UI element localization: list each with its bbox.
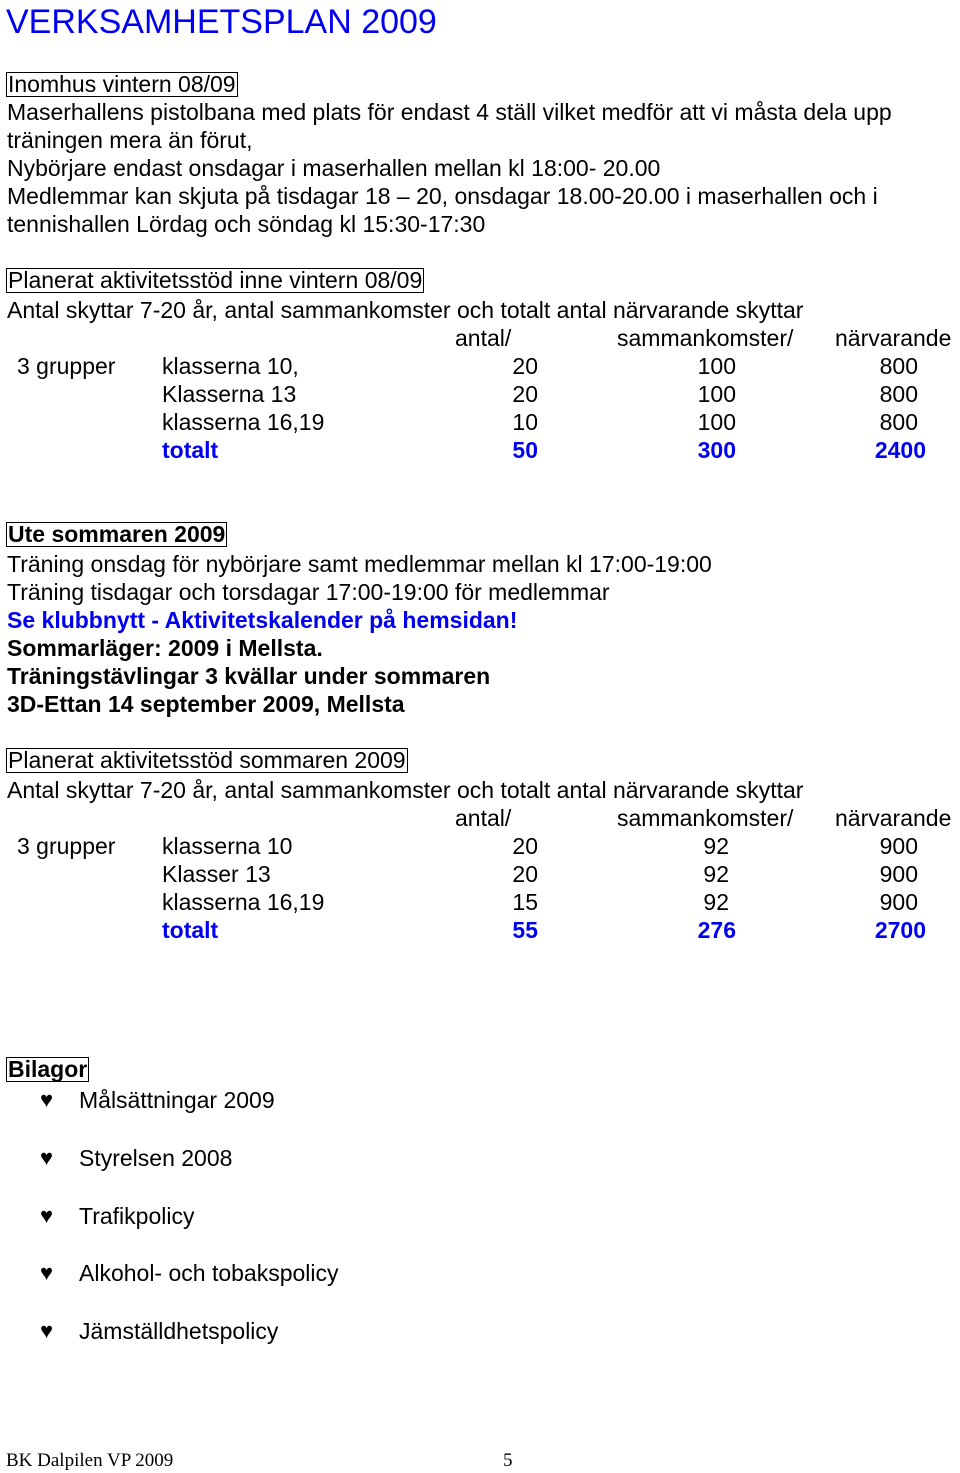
- attachment-item: Styrelsen 2008: [79, 1145, 233, 1171]
- page-title: VERKSAMHETSPLAN 2009: [6, 3, 437, 41]
- attachment-item: Alkohol- och tobakspolicy: [79, 1260, 339, 1286]
- summer-camp-line: Sommarläger: 2009 i Mellsta.: [7, 635, 323, 661]
- cell-sammankomster: 92: [703, 861, 729, 887]
- paragraph-line: Medlemmar kan skjuta på tisdagar 18 – 20, onsdagar 18.00-20.00 i maserhallen och i: [7, 183, 878, 209]
- group-label: 3 grupper: [17, 353, 116, 379]
- cell-narvarande: 900: [879, 889, 918, 915]
- total-antal: 50: [512, 437, 538, 463]
- paragraph-line: Nybörjare endast onsdagar i maserhallen mellan kl 18:00- 20.00: [7, 155, 661, 181]
- section-heading-winter-support: [6, 268, 424, 293]
- total-sammankomster: 276: [697, 917, 736, 943]
- col-header-antal: antal/: [455, 325, 512, 351]
- table-intro: Antal skyttar 7-20 år, antal sammankomster och totalt antal närvarande skyttar: [7, 777, 804, 803]
- row-label: klasserna 10: [162, 833, 293, 859]
- total-label: totalt: [162, 917, 219, 943]
- total-label: totalt: [162, 437, 219, 463]
- row-label: Klasserna 13: [162, 381, 297, 407]
- cell-antal: 20: [512, 861, 538, 887]
- training-competitions-line: Träningstävlingar 3 kvällar under sommaren: [7, 663, 491, 689]
- cell-antal: 10: [512, 409, 538, 435]
- col-header-narvarande: närvarande: [835, 325, 952, 351]
- heart-bullet-icon: ♥: [40, 1260, 54, 1285]
- section-heading-label: Planerat aktivitetsstöd inne vintern 08/09: [8, 267, 423, 293]
- paragraph-line: Träning tisdagar och torsdagar 17:00-19:00 för medlemmar: [7, 579, 610, 605]
- col-header-narvarande: närvarande: [835, 805, 952, 831]
- attachment-item: Målsättningar 2009: [79, 1087, 275, 1113]
- calendar-note: Se klubbnytt - Aktivitetskalender på hemsidan!: [7, 607, 518, 633]
- cell-antal: 20: [512, 381, 538, 407]
- cell-sammankomster: 100: [697, 353, 736, 379]
- section-heading-indoor: [6, 72, 238, 97]
- heart-bullet-icon: ♥: [40, 1318, 54, 1343]
- heart-bullet-icon: ♥: [40, 1203, 54, 1228]
- page-number: 5: [503, 1450, 513, 1471]
- row-label: klasserna 10,: [162, 353, 299, 379]
- heart-bullet-icon: ♥: [40, 1087, 54, 1112]
- total-sammankomster: 300: [697, 437, 736, 463]
- section-heading-label: Ute sommaren 2009: [8, 521, 226, 547]
- cell-narvarande: 800: [879, 353, 918, 379]
- row-label: klasserna 16,19: [162, 889, 325, 915]
- cell-sammankomster: 92: [703, 889, 729, 915]
- col-header-sammankomster: sammankomster/: [617, 325, 794, 351]
- cell-antal: 20: [512, 833, 538, 859]
- col-header-antal: antal/: [455, 805, 512, 831]
- cell-narvarande: 800: [879, 409, 918, 435]
- paragraph-line: Träning onsdag för nybörjare samt medlemmar mellan kl 17:00-19:00: [7, 551, 712, 577]
- cell-narvarande: 800: [879, 381, 918, 407]
- section-heading-bilagor: [6, 1057, 89, 1082]
- paragraph-line: tennishallen Lördag och söndag kl 15:30-17:30: [7, 211, 486, 237]
- section-heading-label: Bilagor: [8, 1056, 88, 1082]
- col-header-sammankomster: sammankomster/: [617, 805, 794, 831]
- paragraph-line: Maserhallens pistolbana med plats för endast 4 ställ vilket medför att vi måsta dela upp: [7, 99, 892, 125]
- cell-narvarande: 900: [879, 833, 918, 859]
- cell-antal: 15: [512, 889, 538, 915]
- total-narvarande: 2700: [874, 917, 926, 943]
- section-heading-summer: [6, 522, 227, 547]
- table-intro: Antal skyttar 7-20 år, antal sammankomster och totalt antal närvarande skyttar: [7, 297, 804, 323]
- cell-narvarande: 900: [879, 861, 918, 887]
- row-label: klasserna 16,19: [162, 409, 325, 435]
- footer-title: BK Dalpilen VP 2009: [6, 1450, 174, 1471]
- cell-sammankomster: 92: [703, 833, 729, 859]
- event-line: 3D-Ettan 14 september 2009, Mellsta: [7, 691, 405, 717]
- attachment-item: Trafikpolicy: [79, 1203, 195, 1229]
- paragraph-line: träningen mera än förut,: [7, 127, 253, 153]
- cell-sammankomster: 100: [697, 409, 736, 435]
- row-label: Klasser 13: [162, 861, 271, 887]
- section-heading-label: Planerat aktivitetsstöd sommaren 2009: [8, 747, 406, 773]
- total-narvarande: 2400: [874, 437, 926, 463]
- section-heading-label: Inomhus vintern 08/09: [8, 71, 236, 97]
- group-label: 3 grupper: [17, 833, 116, 859]
- total-antal: 55: [512, 917, 538, 943]
- attachment-item: Jämställdhetspolicy: [79, 1318, 279, 1344]
- cell-antal: 20: [512, 353, 538, 379]
- heart-bullet-icon: ♥: [40, 1145, 54, 1170]
- cell-sammankomster: 100: [697, 381, 736, 407]
- section-heading-summer-support: [6, 748, 408, 773]
